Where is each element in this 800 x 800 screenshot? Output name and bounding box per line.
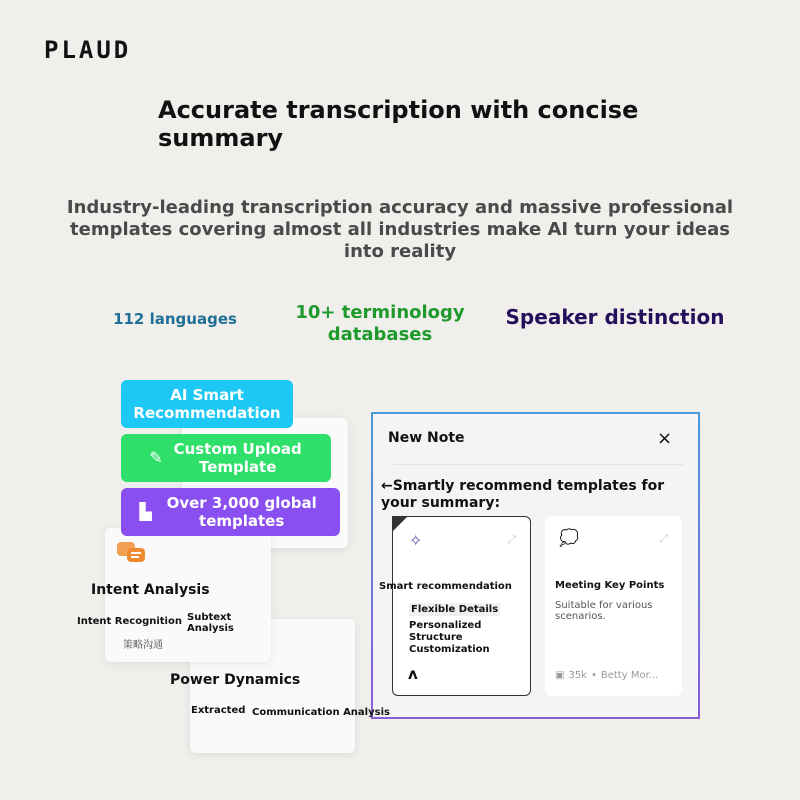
page-subtitle: Industry-leading transcription accuracy and massive professional templates covering almost all industries make AI turn your ideas into reality (66, 197, 734, 262)
power-tag: Communication Analysis (252, 707, 390, 718)
expand-icon[interactable]: ⤢ (507, 533, 516, 546)
intent-analysis-card (77, 528, 271, 662)
thought-bubble-icon: 💭 (559, 528, 579, 547)
page-title: Accurate transcription with concise summary (158, 96, 639, 152)
feature-speaker: Speaker distinction (505, 305, 725, 329)
intent-tag: Intent Recognition (77, 616, 182, 627)
card-title: Meeting Key Points (555, 580, 665, 591)
card-tag: Personalized Structure Customization (409, 620, 490, 655)
new-note-dialog (371, 412, 700, 719)
separator: • (590, 670, 597, 681)
author: Betty Mor... (600, 670, 659, 681)
dialog-title: New Note (388, 430, 465, 446)
close-icon[interactable]: × (657, 428, 673, 449)
check-corner-icon (392, 516, 408, 532)
template-card-meeting[interactable] (545, 516, 682, 696)
card-description: Suitable for various scenarios. (555, 600, 653, 622)
power-tag: Extracted (191, 705, 246, 716)
template-card-smart[interactable] (379, 516, 531, 696)
plaud-a-icon: ʌ (408, 665, 418, 683)
chat-bubbles-icon (117, 542, 147, 566)
sparkle-icon: ✧ (409, 531, 423, 550)
usage-icon: ▣ (555, 670, 565, 681)
card-meta (555, 670, 658, 681)
templates-icon: ▙ (139, 502, 152, 521)
usage-count: 35k (568, 670, 587, 681)
pill-label: Over 3,000 global templates (166, 494, 317, 530)
pill-label: AI Smart Recommendation (133, 386, 281, 422)
pill-label: Custom Upload Template (173, 440, 302, 476)
intent-tag: 策略沟通 (123, 640, 163, 651)
pencil-icon: ✎ (149, 448, 163, 467)
recommend-prompt: ←Smartly recommend templates for your summary: (381, 478, 665, 511)
custom-upload-template-button[interactable] (121, 434, 331, 482)
ai-smart-recommendation-button[interactable] (121, 380, 293, 428)
intent-title: Intent Analysis (91, 582, 210, 598)
feature-languages: 112 languages (113, 310, 237, 328)
card-title: Smart recommendation (379, 581, 512, 592)
feature-terminology: 10+ terminology databases (295, 302, 465, 345)
power-title: Power Dynamics (170, 672, 301, 688)
card-tag: Flexible Details (411, 604, 499, 615)
intent-tag: Subtext Analysis (187, 612, 234, 634)
global-templates-button[interactable] (121, 488, 340, 536)
expand-icon[interactable]: ⤢ (659, 532, 668, 545)
divider (393, 464, 683, 465)
plaud-logo: PLAUD (44, 36, 132, 64)
